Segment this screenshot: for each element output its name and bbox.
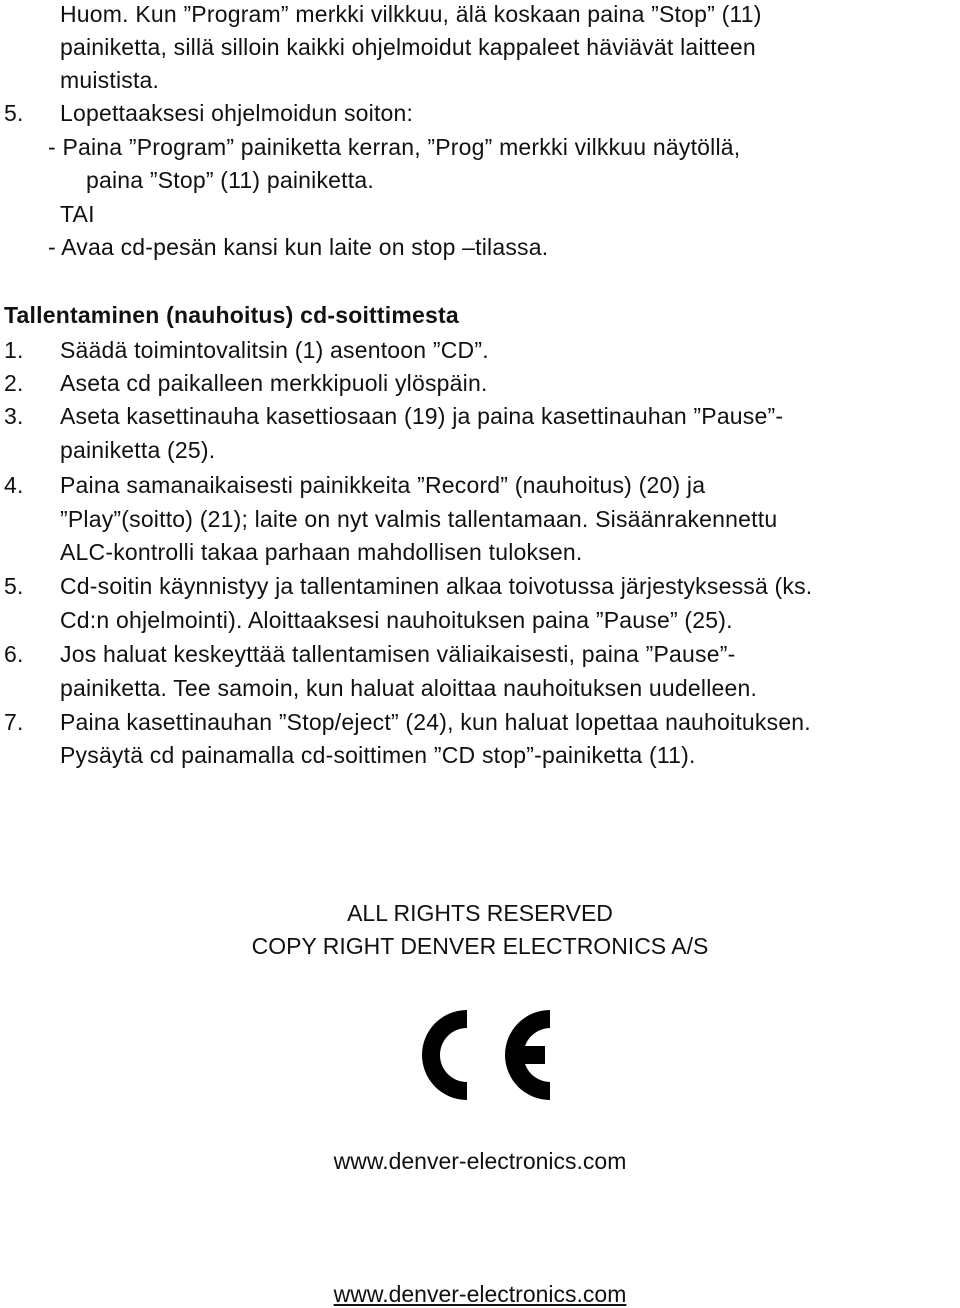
item-number: 2.: [4, 370, 24, 396]
item-text: Aseta kasettinauha kasettiosaan (19) ja paina kasettinauhan ”Pause”-: [60, 403, 784, 429]
item-text: Paina samanaikaisesti painikkeita ”Record” (nauhoitus) (20) ja: [60, 472, 706, 498]
item-text-continued: Cd:n ohjelmointi). Aloittaaksesi nauhoituksen paina ”Pause” (25).: [60, 607, 733, 633]
rights-reserved: ALL RIGHTS RESERVED: [347, 900, 613, 926]
website-text: www.denver-electronics.com: [333, 1148, 627, 1174]
item-number: 4.: [4, 472, 24, 498]
item-text-continued: ”Play”(soitto) (21); laite on nyt valmis tallentamaan. Sisäänrakennettu: [60, 506, 778, 532]
section-heading: Tallentaminen (nauhoitus) cd-soittimesta: [4, 302, 459, 328]
website-link-text[interactable]: www.denver-electronics.com: [333, 1281, 627, 1307]
item-text: Säädä toimintovalitsin (1) asentoon ”CD”.: [60, 337, 489, 363]
step-number: 5.: [4, 100, 24, 126]
item-text-continued: painiketta (25).: [60, 437, 216, 463]
note-line-2: painiketta, sillä silloin kaikki ohjelmoidut kappaleet häviävät laitteen: [60, 34, 756, 60]
item-text-continued: ALC-kontrolli takaa parhaan mahdollisen tuloksen.: [60, 539, 583, 565]
stop-bullet-1-line-1: - Paina ”Program” painiketta kerran, ”Prog” merkki vilkkuu näytöllä,: [48, 134, 741, 160]
website-link[interactable]: [0, 1280, 960, 1308]
item-number: 6.: [4, 641, 24, 667]
or-label: TAI: [60, 201, 95, 227]
item-text: Aseta cd paikalleen merkkipuoli ylöspäin.: [60, 370, 488, 396]
step-text: Lopettaaksesi ohjelmoidun soiton:: [60, 100, 414, 126]
item-text-continued: painiketta. Tee samoin, kun haluat aloittaa nauhoituksen uudelleen.: [60, 675, 758, 701]
ce-mark-e: [505, 1010, 550, 1100]
ce-mark-c: [422, 1010, 467, 1100]
item-text: Jos haluat keskeyttää tallentamisen väliaikaisesti, paina ”Pause”-: [60, 641, 736, 667]
item-text: Cd-soitin käynnistyy ja tallentaminen alkaa toivotussa järjestyksessä (ks.: [60, 573, 813, 599]
copyright: COPY RIGHT DENVER ELECTRONICS A/S: [251, 933, 709, 959]
item-number: 7.: [4, 709, 24, 735]
item-number: 5.: [4, 573, 24, 599]
note-line-1: Huom. Kun ”Program” merkki vilkkuu, älä koskaan paina ”Stop” (11): [60, 1, 762, 27]
item-number: 1.: [4, 337, 24, 363]
stop-bullet-2: - Avaa cd-pesän kansi kun laite on stop –tilassa.: [48, 234, 549, 260]
item-number: 3.: [4, 403, 24, 429]
ce-mark-logo: [405, 1000, 555, 1110]
note-line-3: muistista.: [60, 67, 160, 93]
item-text-continued: Pysäytä cd painamalla cd-soittimen ”CD stop”-painiketta (11).: [60, 742, 696, 768]
stop-bullet-1-line-2: paina ”Stop” (11) painiketta.: [86, 167, 374, 193]
item-text: Paina kasettinauhan ”Stop/eject” (24), kun haluat lopettaa nauhoituksen.: [60, 709, 811, 735]
